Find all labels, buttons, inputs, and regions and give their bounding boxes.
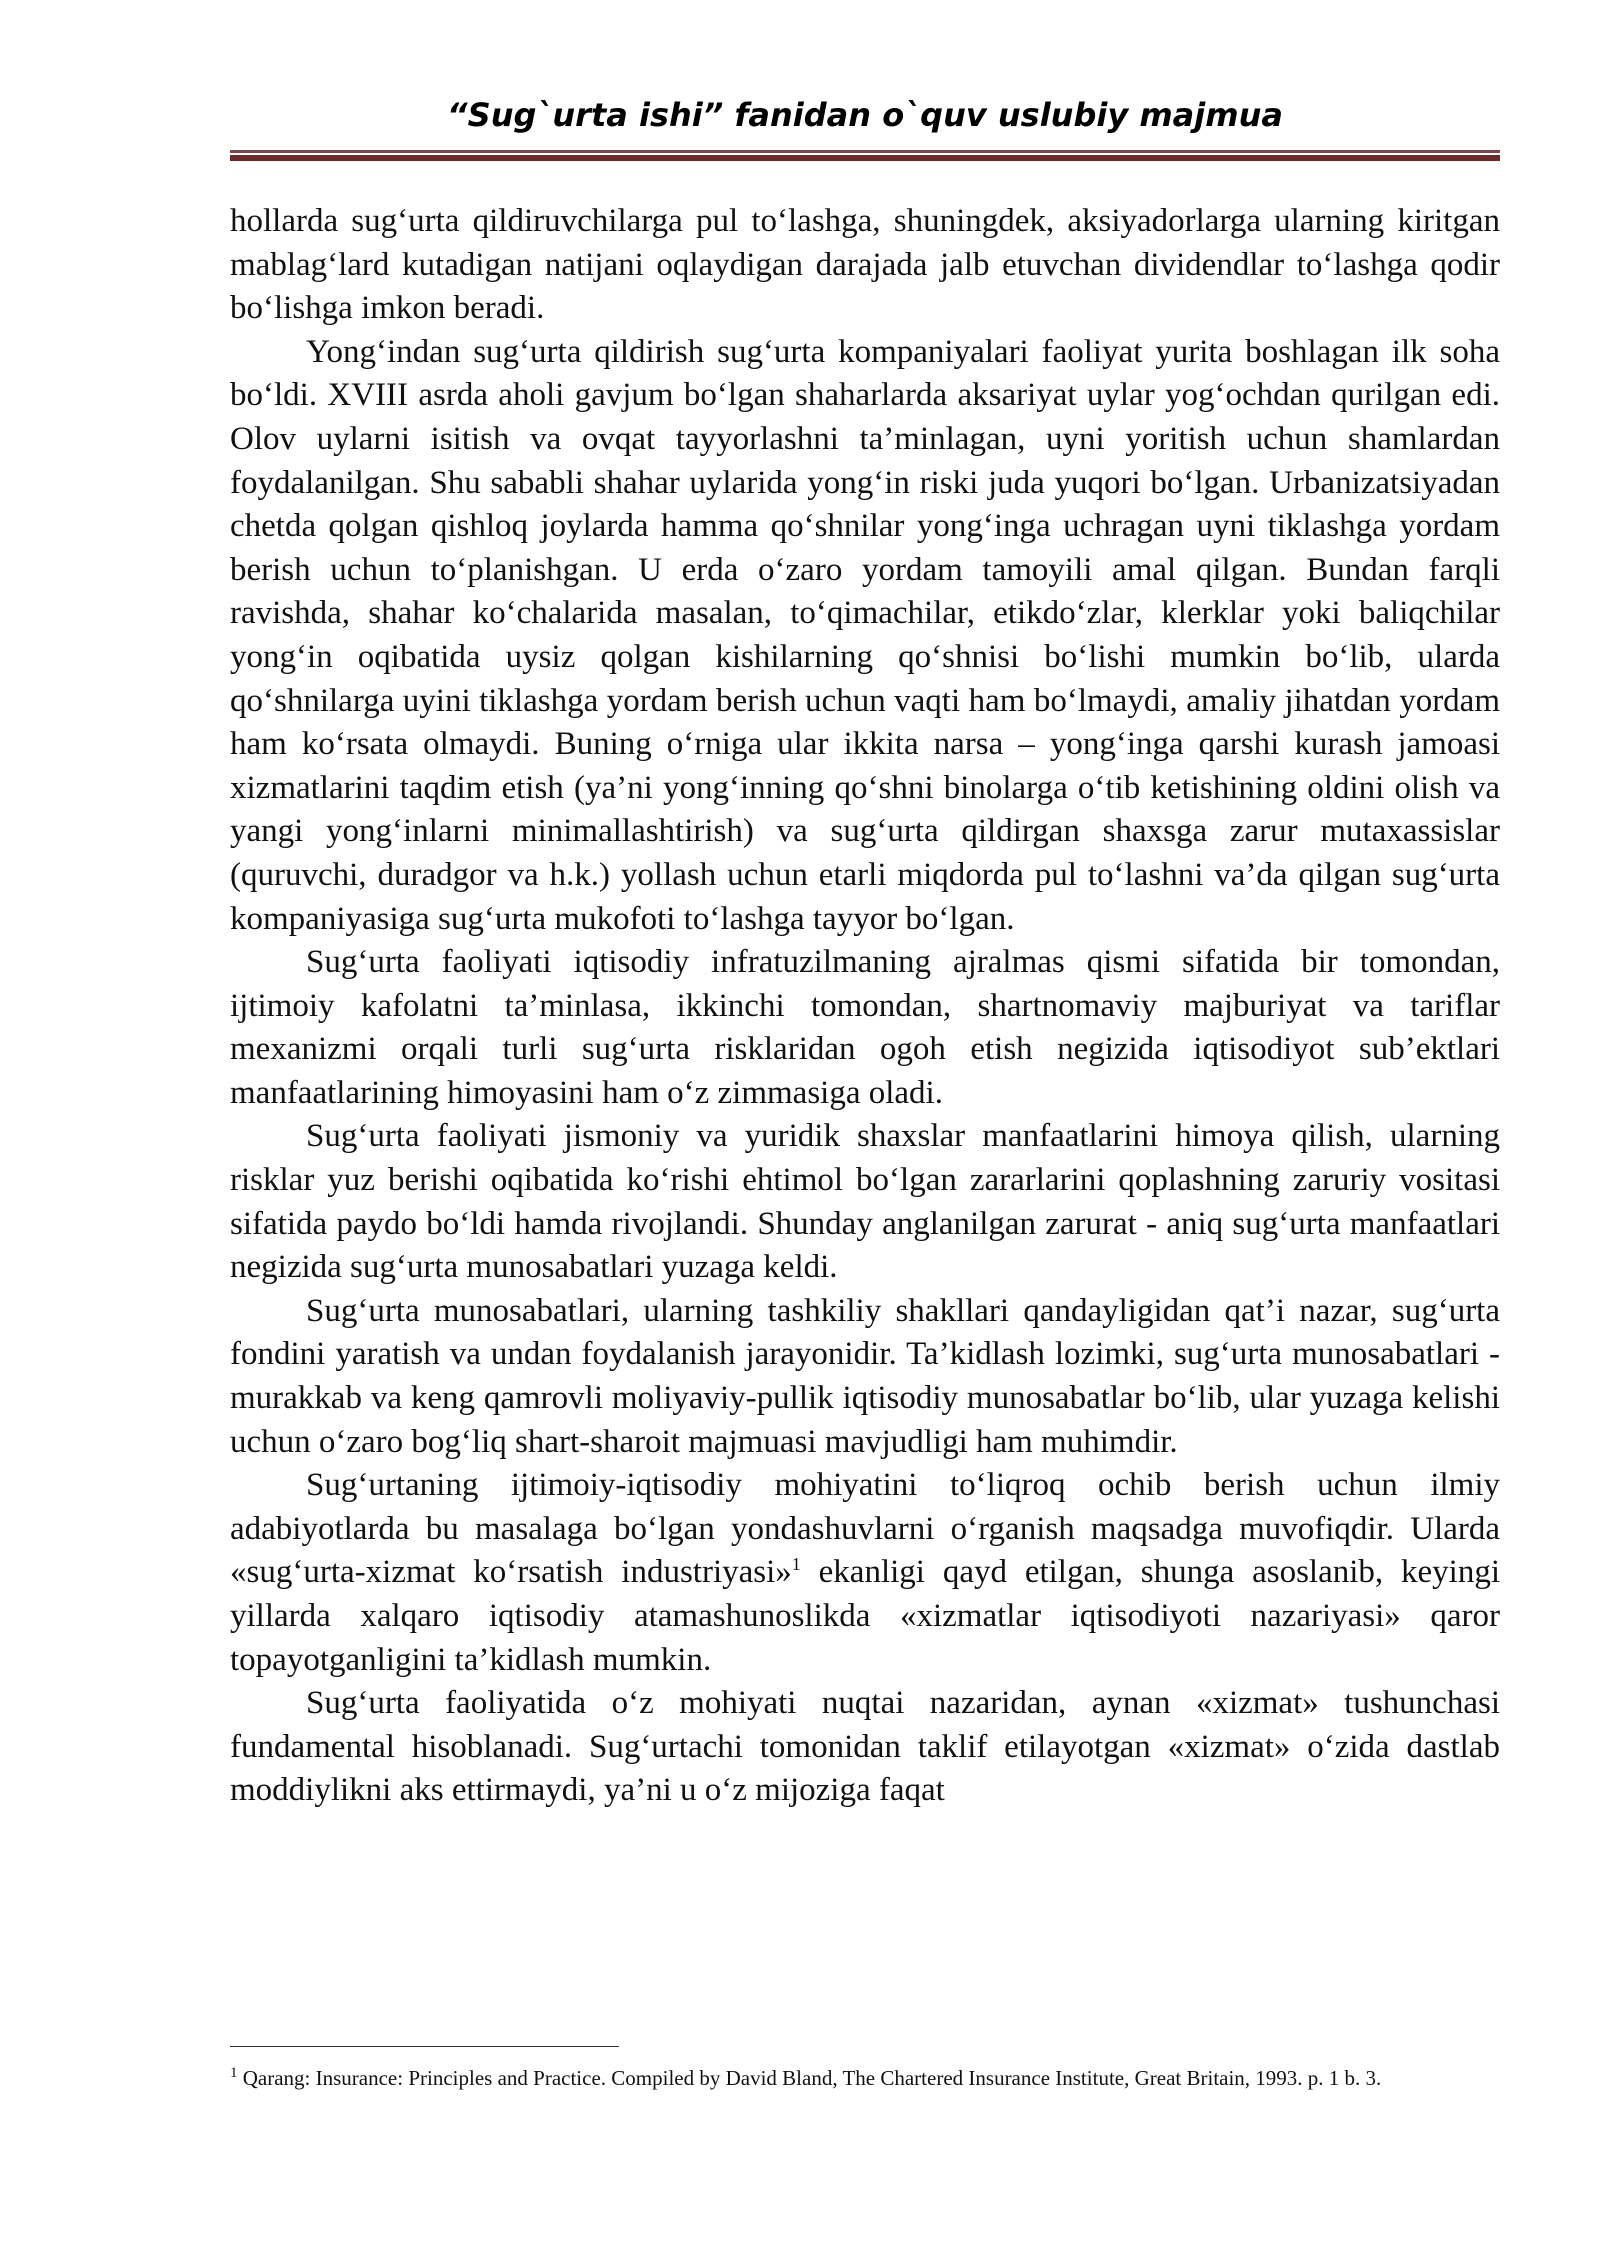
footnote-text: Qarang: Insurance: Principles and Practice. Compiled by David Bland, The Chartered Insurance Institute, Great Britain, 1993. p. 1 b. 3. (237, 2066, 1382, 2090)
paragraph-7: Sug‘urta faoliyatida o‘z mohiyati nuqtai nazaridan, aynan «xizmat» tushunchasi fundamental hisoblanadi. Sug‘urtachi tomonidan taklif etilayotgan «xizmat» o‘zida dastlab moddiylikni aks ettirmaydi, ya’ni u o‘z mijoziga faqat (230, 1685, 1500, 1809)
footnote-separator (230, 2046, 619, 2047)
running-header: “Sug`urta ishi” fanidan o`quv uslubiy majmua (447, 96, 1283, 134)
header-rule (230, 150, 1500, 161)
paragraph-6-text-a: Sug‘urtaning ijtimoiy-iqtisodiy mohiyatini to‘liqroq ochib berish uchun ilmiy adabiyotlarda bu masalaga bo‘lgan yondashuvlarni o‘rganish maqsadga muvofiqdir. Ularda «sug‘urta-xizmat ko‘rsatish industriyasi» (230, 1467, 1500, 1591)
footnote (230, 2063, 1500, 2094)
body-text (230, 200, 1500, 1813)
paragraph-6 (230, 1464, 1500, 1682)
paragraph-3: Sug‘urta faoliyati iqtisodiy infratuzilmaning ajralmas qismi sifatida bir tomondan, ijtimoiy kafolatni ta’minlasa, ikkinchi tomondan, shartnomaviy majburiyat va tariflar mexanizmi orqali turli sug‘urta risklaridan ogoh etish negizida iqtisodiyot sub’ektlari manfaatlarining himoyasini ham o‘z zimmasiga oladi. (230, 944, 1500, 1111)
paragraph-2: Yong‘indan sug‘urta qildirish sug‘urta kompaniyalari faoliyat yurita boshlagan ilk soha bo‘ldi. XVIII asrda aholi gavjum bo‘lgan shaharlarda aksariyat uylar yog‘ochdan qurilgan edi. Olov uylarni isitish va ovqat tayyorlashni ta’minlagan, uyni yoritish uchun shamlardan foydalanilgan. Shu sababli shahar uylarida yong‘in riski juda yuqori bo‘lgan. Urbanizatsiyadan chetda qolgan qishloq joylarda hamma qo‘shnilar yong‘inga uchragan uyni tiklashga yordam berish uchun to‘planishgan. U erda o‘zaro yordam tamoyili amal qilgan. Bundan farqli ravishda, shahar ko‘chalarida masalan, to‘qimachilar, etikdo‘zlar, klerklar yoki baliqchilar yong‘in oqibatida uysiz qolgan kishilarning qo‘shnisi bo‘lishi mumkin bo‘lib, ularda qo‘shnilarga uyini tiklashga yordam berish uchun vaqti ham bo‘lmaydi, amaliy jihatdan yordam ham ko‘rsata olmaydi. Buning o‘rniga ular ikkita narsa – yong‘inga qarshi kurash jamoasi xizmatlarini taqdim etish (ya’ni yong‘inning qo‘shni binolarga o‘tib ketishining oldini olish va yangi yong‘inlarni minimallashtirish) va sug‘urta qildirgan shaxsga zarur mutaxassislar (quruvchi, duradgor va h.k.) yollash uchun etarli miqdorda pul to‘lashni va’da qilgan sug‘urta kompaniyasiga sug‘urta mukofoti to‘lashga tayyor bo‘lgan. (230, 333, 1500, 937)
footnote-reference[interactable]: 1 (791, 1554, 801, 1575)
paragraph-5: Sug‘urta munosabatlari, ularning tashkiliy shakllari qandayligidan qat’i nazar, sug‘urta fondini yaratish va undan foydalanish jarayonidir. Ta’kidlash lozimki, sug‘urta munosabatlari - murakkab va keng qamrovli moliyaviy-pullik iqtisodiy munosabatlar bo‘lib, ular yuzaga kelishi uchun o‘zaro bog‘liq shart-sharoit majmuasi mavjudligi ham muhimdir. (230, 1292, 1500, 1460)
footnote-mark: 1 (230, 2065, 238, 2081)
paragraph-4: Sug‘urta faoliyati jismoniy va yuridik shaxslar manfaatlarini himoya qilish, ularning risklar yuz berishi oqibatida ko‘rishi ehtimol bo‘lgan zararlarini qoplashning zaruriy vositasi sifatida paydo bo‘ldi hamda rivojlandi. Shunday anglanilgan zarurat - aniq sug‘urta manfaatlari negizida sug‘urta munosabatlari yuzaga keldi. (230, 1118, 1500, 1286)
paragraph-1: hollarda sug‘urta qildiruvchilarga pul to‘lashga, shuningdek, aksiyadorlarga ularning kiritgan mablag‘lard kutadigan natijani oqlaydigan darajada jalb etuvchan dividendlar to‘lashga qodir bo‘lishga imkon beradi. (230, 203, 1500, 327)
paragraph-6-text-b: ekanligi qayd etilgan, shunga asoslanib, keyingi yillarda xalqaro iqtisodiy atamashunoslikda «xizmatlar iqtisodiyoti nazariyasi» qaror topayotganligini ta’kidlash mumkin. (230, 1554, 1500, 1678)
